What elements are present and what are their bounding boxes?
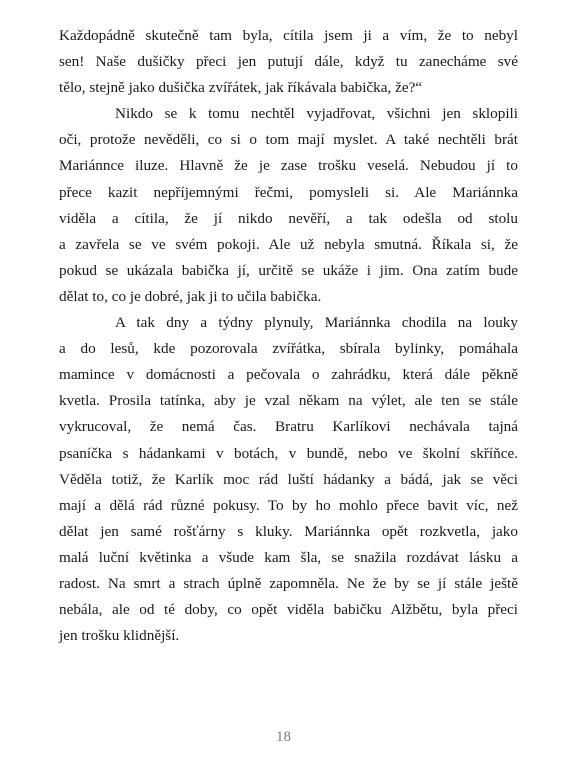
text-line: radost. Na smrt a strach úplně zapomněla. Ne že by se jí stále ještě bbox=[59, 574, 518, 592]
text-line: psaníčka s hádankami v botách, v bundě, nebo ve školní skříňce. bbox=[59, 444, 518, 462]
text-line: A tak dny a týdny plynuly, Mariánnka chodila na louky bbox=[115, 314, 518, 332]
text-line: nebála, ale od té doby, co opět viděla babičku Alžbětu, byla přeci bbox=[59, 601, 518, 619]
text-line: přece kazit nepříjemnými řečmi, pomysleli si. Ale Mariánnka bbox=[59, 183, 518, 201]
text-line: oči, protože nevěděli, co si o tom mají myslet. A také nechtěli brát bbox=[59, 131, 518, 149]
text-line: dělat jen samé rošťárny s kluky. Mariánnka opět rozkvetla, jako bbox=[59, 522, 518, 540]
text-line: jen trošku klidnější. bbox=[59, 627, 180, 645]
text-line: a zavřela se ve svém pokoji. Ale už nebyla smutná. Říkala si, že bbox=[59, 235, 518, 253]
text-line: tělo, stejně jako dušička zvířátek, jak říkávala babička, že?“ bbox=[59, 79, 423, 97]
text-line: kvetla. Prosila tatínka, aby je vzal někam na výlet, ale ten se stále bbox=[59, 392, 518, 410]
text-line: dělat to, co je dobré, jak ji to učila babička. bbox=[59, 287, 322, 305]
text-line: viděla a cítila, že jí nikdo nevěří, a tak odešla od stolu bbox=[59, 209, 518, 227]
text-line: Mariánnce iluze. Hlavně že je zase trošku veselá. Nebudou jí to bbox=[59, 157, 518, 175]
text-line: malá luční květinka a všude kam šla, se snažila rozdávat lásku a bbox=[59, 548, 518, 566]
text-line: a do lesů, kde pozorovala zvířátka, sbírala bylinky, pomáhala bbox=[59, 340, 518, 358]
text-line: pokud se ukázala babička jí, určitě se ukáže i jim. Ona zatím bude bbox=[59, 261, 518, 279]
text-line: vykrucoval, že nemá čas. Bratru Karlíkovi nechávala tajná bbox=[59, 418, 518, 436]
text-line: Věděla totiž, že Karlík moc rád luští hádanky a bádá, jak se věci bbox=[59, 470, 518, 488]
text-line: mají a dělá rád různé pokusy. To by ho mohlo přece bavit víc, než bbox=[59, 496, 518, 514]
text-line: sen! Naše dušičky přeci jen putují dále, když tu zanecháme své bbox=[59, 53, 518, 71]
text-line: Nikdo se k tomu nechtěl vyjadřovat, všichni jen sklopili bbox=[115, 105, 518, 123]
page-number: 18 bbox=[276, 729, 291, 745]
body-text bbox=[59, 23, 518, 649]
text-line: Každopádně skutečně tam byla, cítila jsem ji a vím, že to nebyl bbox=[59, 27, 518, 44]
text-line: mamince v domácnosti a pečovala o zahrádku, která dále pěkně bbox=[59, 366, 518, 384]
